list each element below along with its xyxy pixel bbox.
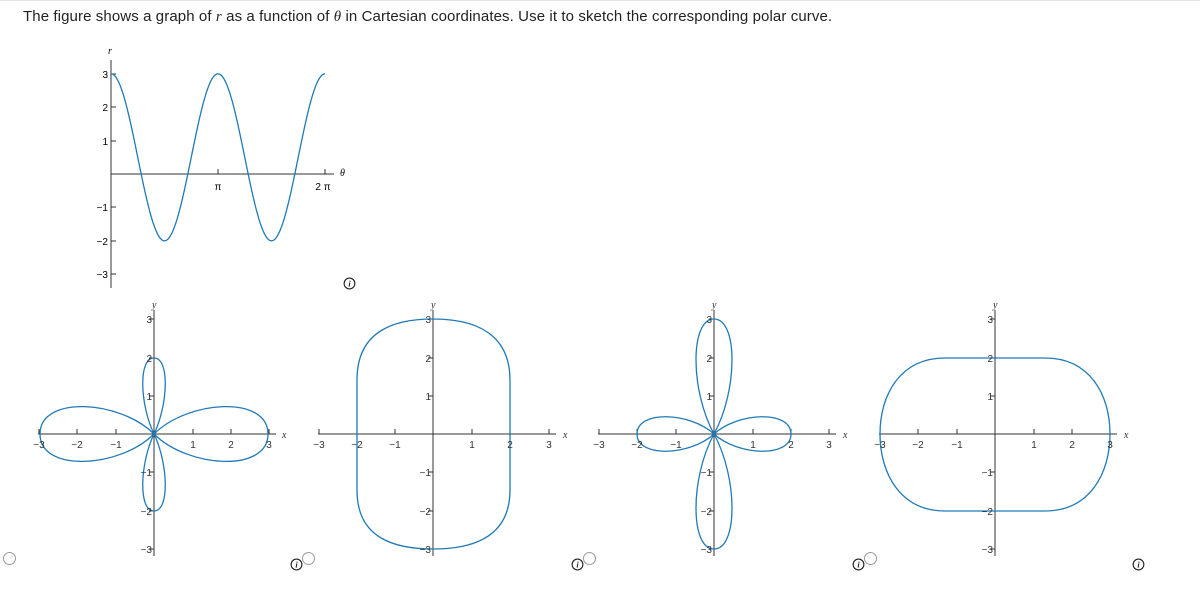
- theta-tick-label: 2 π: [315, 182, 331, 193]
- y-axis-label: y: [431, 300, 436, 311]
- x-tick-label: −3: [33, 440, 45, 451]
- y-tick-label: 2: [987, 354, 993, 365]
- y-tick-label: 3: [987, 315, 993, 326]
- svg-text:i: i: [295, 560, 298, 570]
- y-tick-label: −3: [140, 545, 152, 556]
- y-axis-label: y: [712, 300, 717, 311]
- r-tick-label: −3: [96, 270, 108, 281]
- y-tick-label: 1: [146, 392, 152, 403]
- x-tick-label: −3: [874, 440, 886, 451]
- y-tick-label: 3: [425, 315, 431, 326]
- info-icon[interactable]: [1132, 558, 1145, 571]
- y-tick-label: 1: [425, 392, 431, 403]
- info-icon[interactable]: [852, 558, 865, 571]
- y-tick-label: −3: [981, 545, 993, 556]
- question-part1: The figure shows a graph of: [23, 8, 216, 25]
- y-tick-label: 3: [146, 315, 152, 326]
- x-tick-label: −2: [631, 440, 643, 451]
- y-tick-label: −2: [419, 507, 431, 518]
- theta-tick-label: π: [214, 182, 222, 193]
- x-tick-label: 2: [788, 440, 794, 451]
- x-tick-label: −2: [71, 440, 83, 451]
- option-c-radio[interactable]: [583, 552, 596, 565]
- y-tick-label: 1: [987, 392, 993, 403]
- x-tick-label: −3: [313, 440, 325, 451]
- y-axis-label: y: [993, 300, 998, 311]
- x-tick-label: −1: [670, 440, 682, 451]
- y-tick-label: 2: [425, 354, 431, 365]
- x-axis-label: x: [843, 430, 848, 441]
- x-tick-label: 2: [228, 440, 234, 451]
- y-tick-label: −3: [419, 545, 431, 556]
- x-axis-label: x: [1124, 430, 1129, 441]
- x-axis-label: x: [282, 430, 287, 441]
- info-icon[interactable]: [290, 558, 303, 571]
- r-tick-label: −1: [96, 203, 108, 214]
- x-axis-label: x: [563, 430, 568, 441]
- y-tick-label: 2: [146, 354, 152, 365]
- question-part3: in Cartesian coordinates. Use it to sketch the corresponding polar curve.: [341, 8, 833, 25]
- question-var-r: r: [215, 9, 222, 25]
- svg-text:i: i: [857, 560, 860, 570]
- x-tick-label: 1: [750, 440, 756, 451]
- info-icon[interactable]: [571, 558, 584, 571]
- r-tick-label: 2: [102, 103, 108, 114]
- svg-text:i: i: [576, 560, 579, 570]
- x-tick-label: −3: [593, 440, 605, 451]
- r-tick-label: 3: [102, 70, 108, 81]
- y-tick-label: −2: [140, 507, 152, 518]
- x-tick-label: 1: [1031, 440, 1037, 451]
- r-tick-label: −2: [96, 237, 108, 248]
- question-part2: as a function of: [221, 8, 334, 25]
- x-tick-label: 2: [1069, 440, 1075, 451]
- x-tick-label: 3: [1107, 440, 1113, 451]
- x-tick-label: −2: [912, 440, 924, 451]
- y-tick-label: −1: [700, 468, 712, 479]
- svg-text:i: i: [1137, 560, 1140, 570]
- y-tick-label: 1: [706, 392, 712, 403]
- option-a-radio[interactable]: [3, 552, 16, 565]
- y-axis-label: y: [152, 300, 157, 311]
- x-tick-label: 2: [507, 440, 513, 451]
- x-tick-label: 1: [190, 440, 196, 451]
- x-tick-label: −2: [351, 440, 363, 451]
- y-tick-label: 3: [706, 315, 712, 326]
- svg-text:i: i: [348, 279, 351, 289]
- r-axis-label: r: [108, 46, 112, 57]
- option-d-radio[interactable]: [864, 552, 877, 565]
- x-tick-label: 3: [266, 440, 272, 451]
- x-tick-label: 3: [826, 440, 832, 451]
- question-var-theta: θ: [333, 9, 342, 25]
- option-b-radio[interactable]: [302, 552, 315, 565]
- y-tick-label: −3: [700, 545, 712, 556]
- y-tick-label: −1: [419, 468, 431, 479]
- theta-axis-label: θ: [340, 168, 345, 179]
- y-tick-label: 2: [706, 354, 712, 365]
- y-tick-label: −1: [981, 468, 993, 479]
- r-tick-label: 1: [102, 137, 108, 148]
- x-tick-label: −1: [951, 440, 963, 451]
- x-tick-label: −1: [389, 440, 401, 451]
- x-tick-label: −1: [110, 440, 122, 451]
- x-tick-label: 1: [469, 440, 475, 451]
- y-tick-label: −2: [700, 507, 712, 518]
- y-tick-label: −2: [981, 507, 993, 518]
- y-tick-label: −1: [140, 468, 152, 479]
- x-tick-label: 3: [546, 440, 552, 451]
